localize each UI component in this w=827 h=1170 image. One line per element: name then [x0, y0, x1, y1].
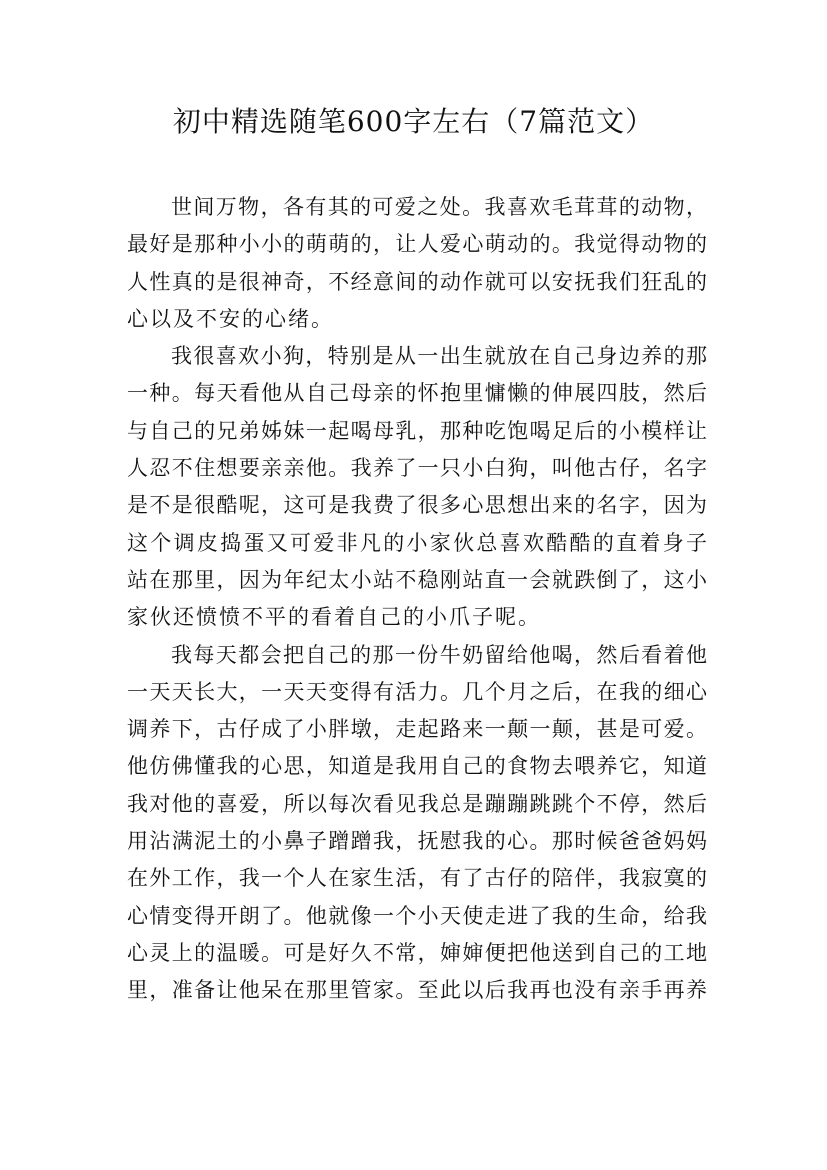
article-body	[127, 189, 707, 1010]
text-line: 一种。每天看他从自己母亲的怀抱里慵懒的伸展四肢，然后	[127, 381, 707, 406]
text-line: 心灵上的温暖。可是好久不常，婶婶便把他送到自己的工地	[127, 940, 707, 965]
text-line: 调养下，古仔成了小胖墩，走起路来一颠一颠，甚是可爱。	[127, 717, 707, 742]
text-line: 心以及不安的心绪。	[127, 306, 334, 331]
text-line: 一天天长大，一天天变得有活力。几个月之后，在我的细心	[127, 679, 707, 704]
paragraph-first-line: 世间万物，各有其的可爱之处。我喜欢毛茸茸的动物，	[171, 195, 707, 219]
paragraph-first-line: 我很喜欢小狗，特别是从一出生就放在自己身边养的那	[171, 344, 707, 369]
paragraph-first-line: 我每天都会把自己的那一份牛奶留给他喝，然后看着他	[171, 642, 707, 667]
text-line: 站在那里，因为年纪太小站不稳刚站直一会就跌倒了，这小	[127, 567, 707, 592]
text-line: 最好是那种小小的萌萌的，让人爱心萌动的。我觉得动物的	[127, 232, 707, 257]
text-line: 与自己的兄弟姊妹一起喝母乳，那种吃饱喝足后的小模样让	[127, 418, 707, 443]
text-line: 家伙还愤愤不平的看着自己的小爪子呢。	[127, 605, 541, 630]
text-line: 我对他的喜爱，所以每次看见我总是蹦蹦跳跳个不停，然后	[127, 791, 707, 816]
text-line: 这个调皮捣蛋又可爱非凡的小家伙总喜欢酷酷的直着身子	[127, 530, 707, 555]
text-line: 在外工作，我一个人在家生活，有了古仔的陪伴，我寂寞的	[127, 866, 707, 891]
text-line: 人性真的是很神奇，不经意间的动作就可以安抚我们狂乱的	[127, 269, 707, 294]
text-line: 人忍不住想要亲亲他。我养了一只小白狗，叫他古仔，名字	[127, 456, 707, 481]
page-title: 初中精选随笔600字左右（7篇范文）	[172, 105, 655, 138]
text-line: 里，准备让他呆在那里管家。至此以后我再也没有亲手再养	[127, 978, 707, 1003]
text-line: 他仿佛懂我的心思，知道是我用自己的食物去喂养它，知道	[127, 754, 707, 779]
text-line: 用沾满泥土的小鼻子蹭蹭我，抚慰我的心。那时候爸爸妈妈	[127, 829, 707, 854]
text-line: 是不是很酷呢，这可是我费了很多心思想出来的名字，因为	[127, 493, 707, 518]
text-line: 心情变得开朗了。他就像一个小天使走进了我的生命，给我	[127, 903, 707, 928]
